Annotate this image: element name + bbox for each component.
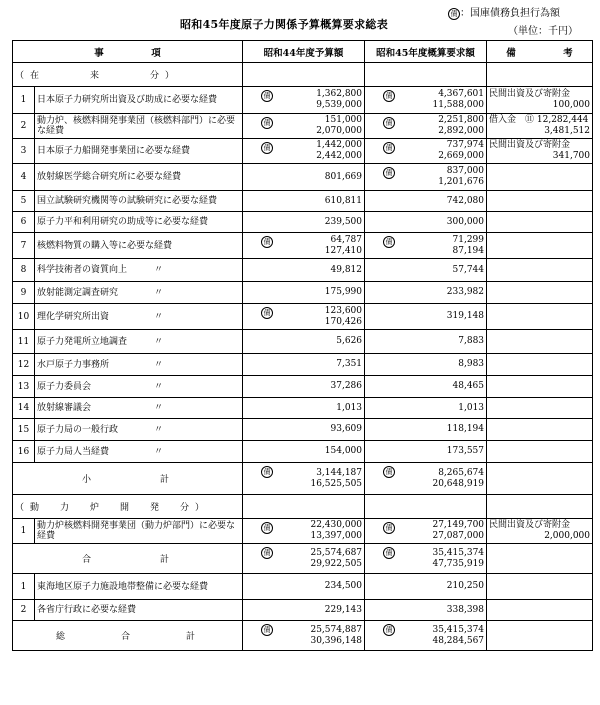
table-row [13,282,593,304]
budget-table [12,40,593,651]
prev-cell [243,114,365,139]
debt-mark-icon: 債 [383,466,395,478]
budget-value: 118,194 [446,424,485,434]
budget-value: 173,557 [446,446,485,456]
row-number: 9 [13,282,35,304]
table-row [13,376,593,398]
note-cell [487,114,593,139]
row-item: 原子力発電所立地調査 〃 [35,330,243,354]
debt-value: 151,000 [324,115,363,125]
budget-value: 93,609 [330,424,363,434]
budget-value: 742,080 [446,195,485,206]
debt-mark-icon: 債 [383,117,395,129]
budget-value: 11,588,000 [432,100,485,110]
row-number: 6 [13,212,35,233]
req-cell [365,544,487,574]
debt-value: 35,415,374 [432,547,485,558]
req-cell [365,139,487,164]
note-cell [487,282,593,304]
prev-cell [243,441,365,463]
empty-cell [487,495,593,519]
note-cell [487,441,593,463]
req-cell [365,519,487,544]
budget-value: 300,000 [446,216,485,227]
table-row [13,139,593,164]
row-number: 13 [13,376,35,398]
table-row [13,191,593,212]
row-item: 東海地区原子力施設地帯整備に必要な経費 [35,574,243,600]
debt-mark-icon: 債 [383,90,395,102]
debt-value: 22,430,000 [310,520,363,530]
table-row [13,87,593,114]
debt-mark-icon: 債 [383,624,395,636]
note-amount: 341,700 [552,151,591,161]
note-cell [487,354,593,376]
row-item: 動力炉核燃料開発事業団（動力炉部門）に必要な経費 [35,519,243,544]
empty-cell [365,495,487,519]
prev-cell [243,304,365,330]
budget-value: 175,990 [324,287,363,297]
budget-value: 233,982 [446,287,485,297]
row-item: 原子力局の一般行政 〃 [35,419,243,441]
req-cell [365,282,487,304]
table-row [13,441,593,463]
budget-value: 8,983 [458,359,485,369]
debt-value: 64,787 [330,234,363,245]
prev-cell [243,419,365,441]
table-row [13,114,593,139]
note-cell [487,519,593,544]
debt-value: 2,251,800 [438,115,485,125]
debt-value: 1,442,000 [316,140,363,150]
row-item: 理化学研究所出資 〃 [35,304,243,330]
row-item: 核燃料物質の購入等に必要な経費 [35,233,243,259]
budget-value: 87,194 [452,245,485,256]
budget-value: 319,148 [446,311,485,321]
debt-value: 25,574,687 [310,547,363,558]
row-number: 8 [13,259,35,282]
debt-mark-icon: 債 [261,547,273,559]
prev-cell [243,164,365,191]
grand-total-row-label: 総 合 計 [13,621,243,651]
debt-value: 123,600 [324,305,363,316]
debt-value: 35,415,374 [432,624,485,635]
header-row [13,41,593,63]
row-item: 動力炉、核燃料開発事業団（核燃料部門）に必要な経費 [35,114,243,139]
unit-label: （単位：千円） [508,26,578,37]
note-cell [487,419,593,441]
col-item: 事 項 [13,41,243,63]
req-cell [365,398,487,419]
debt-mark-icon: 債 [383,236,395,248]
total-row [13,544,593,574]
note-text: 借入金 ⑪ 12,282,444 [489,115,589,125]
note-amount: 2,000,000 [544,531,591,541]
row-number: 1 [13,519,35,544]
note-cell [487,164,593,191]
note-cell [487,330,593,354]
note-cell [487,574,593,600]
debt-mark-icon: 債 [261,90,273,102]
req-cell [365,259,487,282]
row-number: 15 [13,419,35,441]
table-row [13,259,593,282]
debt-mark-icon: 債 [261,142,273,154]
table-row [13,304,593,330]
budget-value: 1,201,676 [438,177,485,187]
debt-value: 1,362,800 [316,89,363,99]
page-title: 昭和45年度原子力関係予算概算要求総表 [180,18,389,31]
debt-mark-icon: 債 [383,522,395,534]
table-row [13,164,593,191]
prev-cell [243,191,365,212]
prev-cell [243,282,365,304]
row-item: 放射線審議会 〃 [35,398,243,419]
budget-value: 5,626 [336,336,363,346]
table-row [13,600,593,621]
col-prev: 昭和44年度予算額 [243,41,365,63]
row-item: 日本原子力船開発事業団に必要な経費 [35,139,243,164]
req-cell [365,191,487,212]
section-label: （在 来 分） [13,63,243,87]
budget-value: 801,669 [324,171,363,182]
row-number: 3 [13,139,35,164]
row-item: 各省庁行政に必要な経費 [35,600,243,621]
subtotal-row [13,463,593,495]
req-cell: 338,398 [365,600,487,621]
debt-mark-icon: 債 [448,8,460,20]
row-item: 原子力局人当経費 〃 [35,441,243,463]
row-number: 5 [13,191,35,212]
row-item: 放射能測定調査研究 〃 [35,282,243,304]
budget-value: 7,351 [336,359,363,369]
debt-mark-icon: 債 [383,167,395,179]
note-cell [487,544,593,574]
note-amount: 100,000 [552,100,591,110]
note-cell [487,600,593,621]
budget-value: 27,087,000 [432,531,485,541]
note-cell [487,212,593,233]
req-cell [365,621,487,651]
req-cell [365,164,487,191]
row-item: 水戸原子力事務所 〃 [35,354,243,376]
row-number: 1 [13,87,35,114]
budget-value: 49,812 [330,264,363,275]
req-cell [365,330,487,354]
prev-cell [243,330,365,354]
grand-total-row [13,621,593,651]
prev-cell [243,398,365,419]
prev-cell [243,212,365,233]
row-number: 16 [13,441,35,463]
note-cell [487,398,593,419]
table-row [13,212,593,233]
budget-value: 2,070,000 [316,126,363,136]
prev-cell [243,233,365,259]
prev-cell [243,519,365,544]
legend [448,4,560,20]
budget-value: 2,442,000 [316,151,363,161]
debt-mark-icon: 債 [261,307,273,319]
row-number: 12 [13,354,35,376]
table-row [13,354,593,376]
debt-mark-icon: 債 [261,624,273,636]
debt-value: 8,265,674 [438,467,485,478]
row-number: 7 [13,233,35,259]
debt-value: 3,144,187 [316,467,363,478]
note-cell [487,87,593,114]
budget-value: 13,397,000 [310,531,363,541]
req-cell [365,304,487,330]
prev-cell [243,354,365,376]
row-number: 2 [13,114,35,139]
table-row [13,574,593,600]
note-text: 民間出資及び寄附金 [489,89,571,99]
section-label: （動 力 炉 開 発 分） [13,495,243,519]
row-item: 原子力平和利用研究の助成等に必要な経費 [35,212,243,233]
debt-mark-icon: 債 [261,522,273,534]
budget-value: 48,465 [452,381,485,391]
row-item: 科学技術者の資質向上 〃 [35,259,243,282]
budget-value: 57,744 [452,264,485,275]
table-row [13,519,593,544]
req-cell: 210,250 [365,574,487,600]
prev-cell [243,621,365,651]
budget-value: 37,286 [330,381,363,391]
budget-value: 20,648,919 [432,478,485,489]
prev-cell [243,376,365,398]
table-row [13,233,593,259]
req-cell [365,419,487,441]
note-cell [487,233,593,259]
budget-value: 7,883 [458,336,485,346]
prev-cell [243,139,365,164]
row-number: 11 [13,330,35,354]
budget-value: 29,922,505 [310,558,363,569]
debt-value: 27,149,700 [432,520,485,530]
budget-value: 610,811 [324,195,363,206]
col-req: 昭和45年度概算要求額 [365,41,487,63]
prev-cell [243,87,365,114]
prev-cell [243,463,365,495]
note-cell [487,376,593,398]
section-row [13,495,593,519]
req-cell [365,354,487,376]
budget-value: 2,892,000 [438,126,485,136]
budget-value: 30,396,148 [310,635,363,646]
debt-mark-icon: 債 [261,236,273,248]
debt-value: 4,367,601 [438,89,485,99]
budget-value: 127,410 [324,245,363,256]
req-cell [365,441,487,463]
row-number: 4 [13,164,35,191]
section-row [13,63,593,87]
prev-cell [243,259,365,282]
table-body [13,63,593,651]
note-cell [487,191,593,212]
req-cell [365,212,487,233]
empty-cell [243,495,365,519]
budget-value: 239,500 [324,216,363,227]
table-row [13,330,593,354]
total-row-label: 合 計 [13,544,243,574]
budget-value: 9,539,000 [316,100,363,110]
note-amount: 3,481,512 [544,126,591,136]
budget-value: 47,735,919 [432,558,485,569]
debt-mark-icon: 債 [383,547,395,559]
debt-value: 25,574,887 [310,624,363,635]
row-number: 10 [13,304,35,330]
note-cell [487,621,593,651]
req-cell [365,114,487,139]
row-item: 放射線医学総合研究所に必要な経費 [35,164,243,191]
budget-value: 170,426 [324,316,363,327]
note-cell [487,304,593,330]
budget-value: 16,525,505 [310,478,363,489]
table-row [13,419,593,441]
debt-mark-icon: 債 [383,142,395,154]
req-cell [365,376,487,398]
budget-value: 1,013 [458,402,485,413]
debt-value: 837,000 [446,166,485,176]
note-cell [487,139,593,164]
budget-value: 48,284,567 [432,635,485,646]
debt-mark-icon: 債 [261,466,273,478]
row-number: 2 [13,600,35,621]
debt-mark-icon: 債 [261,117,273,129]
subtotal-row-label: 小 計 [13,463,243,495]
row-item: 原子力委員会 〃 [35,376,243,398]
budget-value: 2,669,000 [438,151,485,161]
row-item: 日本原子力研究所出資及び助成に必要な経費 [35,87,243,114]
req-cell [365,233,487,259]
row-number: 14 [13,398,35,419]
req-cell [365,463,487,495]
prev-cell: 229,143 [243,600,365,621]
note-text: 民間出資及び寄附金 [489,140,571,150]
table-row [13,398,593,419]
note-cell [487,463,593,495]
debt-value: 737,974 [446,140,485,150]
row-item: 国立試験研究機関等の試験研究に必要な経費 [35,191,243,212]
legend-text: ：国庫債務負担行為額 [460,8,560,19]
budget-value: 154,000 [324,446,363,456]
note-text: 民間出資及び寄附金 [489,520,571,530]
budget-value: 1,013 [336,402,363,413]
debt-value: 71,299 [452,234,485,245]
note-cell [487,259,593,282]
col-note: 備 考 [487,41,593,63]
prev-cell [243,544,365,574]
prev-cell: 234,500 [243,574,365,600]
row-number: 1 [13,574,35,600]
req-cell [365,87,487,114]
